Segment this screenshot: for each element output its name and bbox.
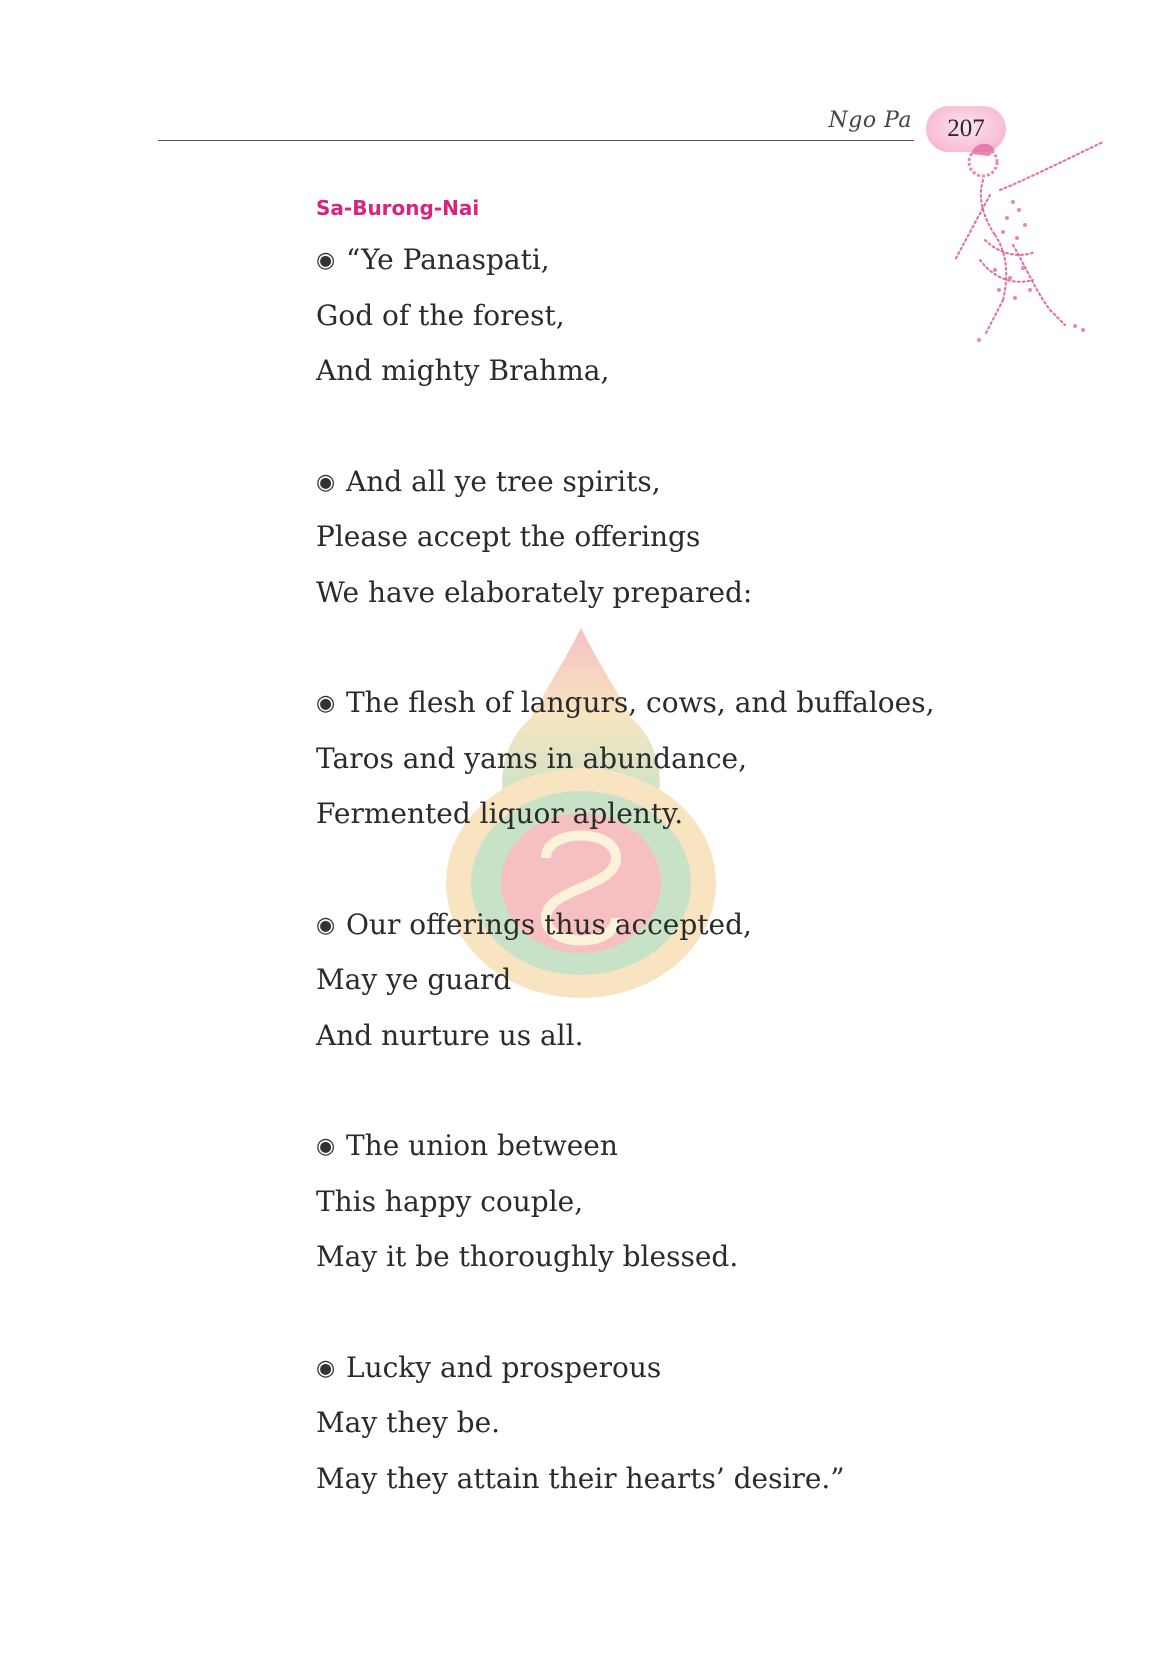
header-rule [158, 140, 914, 141]
stanza [316, 675, 956, 842]
poem-line: ◉ And all ye tree spirits, [316, 454, 956, 510]
poem-line: ◉ The flesh of langurs, cows, and buffaloes, [316, 675, 956, 731]
bullet-icon: ◉ [316, 1355, 336, 1381]
dancer-illustration [955, 140, 1115, 345]
poem-line: May ye guard [316, 963, 512, 996]
bullet-icon: ◉ [316, 912, 336, 938]
poem-line: May they attain their hearts’ desire.” [316, 1461, 845, 1495]
bullet-icon: ◉ [316, 469, 336, 495]
poem-line: And mighty Brahma, [316, 354, 610, 387]
bullet-icon: ◉ [316, 1134, 336, 1159]
bullet-icon: ◉ [316, 691, 336, 716]
stanza [316, 1340, 956, 1507]
poem-line: ◉ Lucky and prosperous [316, 1340, 956, 1396]
speaker-label: Sa-Burong-Nai [316, 196, 480, 220]
poem-line: ◉ “Ye Panaspati, [316, 232, 956, 288]
poem-line: May it be thoroughly blessed. [316, 1240, 739, 1273]
poem-line: Taros and yams in abundance, [316, 741, 747, 775]
stanza [316, 454, 956, 621]
poem-line: ◉ The union between [316, 1118, 956, 1174]
poem-line: This happy couple, [316, 1184, 584, 1218]
poem-line: We have elaborately prepared: [316, 575, 753, 609]
stanza [316, 1118, 956, 1285]
poem-line: ◉ Our offerings thus accepted, [316, 897, 956, 953]
poem-body [316, 232, 956, 1561]
poem-line: God of the forest, [316, 298, 565, 332]
page-number: 207 [947, 115, 985, 142]
stanza [316, 897, 956, 1064]
poem-line: And nurture us all. [316, 1018, 584, 1052]
stanza [316, 232, 956, 399]
bullet-icon: ◉ [316, 248, 336, 273]
poem-line: Fermented liquor aplenty. [316, 797, 684, 830]
running-head-title: Ngo Pa [828, 108, 912, 133]
poem-line: Please accept the offerings [316, 520, 701, 553]
poem-line: May they be. [316, 1406, 501, 1439]
